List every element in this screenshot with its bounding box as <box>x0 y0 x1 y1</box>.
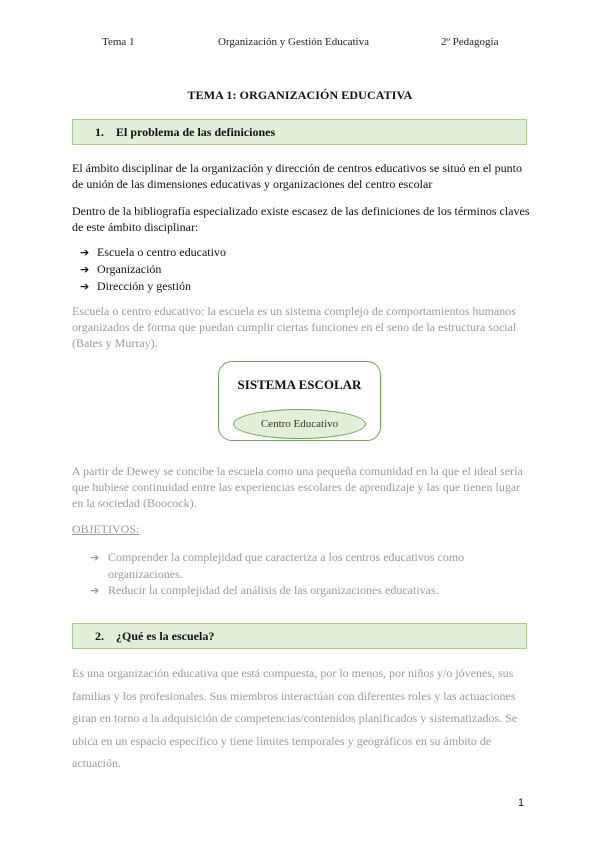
dewey-paragraph: A partir de Dewey se concibe la escuela como una pequeña comunidad en la que el ideal sería que hubiese continuidad entre las experiencias escolares de aprendizaje y las que tienen lugar en la sociedad (Boocock). <box>72 464 523 510</box>
section-1-title: El problema de las definiciones <box>116 125 276 139</box>
objectives-label: OBJETIVOS: <box>72 522 140 536</box>
header-center: Organización y Gestión Educativa <box>218 36 369 48</box>
key-terms-list <box>80 244 226 295</box>
page-number: 1 <box>518 797 525 809</box>
section-2-heading <box>72 623 527 649</box>
centro-educativo-ellipse: Centro Educativo <box>233 409 366 439</box>
sistema-escolar-label: SISTEMA ESCOLAR <box>237 377 362 392</box>
school-description: Es una organización educativa que está compuesta, por lo menos, por niños y/o jóvenes, sus familias y los profesionales. Sus miembros interactúan con diferentes roles y las actuaciones giran en torno a la adquisición de competencias/contenidos planificados y sistematizados. Se ubica en un espacio específico y tiene límites temporales y geográficos en su ámbito de actuación. <box>72 666 518 770</box>
header-left: Tema 1 <box>102 36 135 48</box>
section-1-paragraph-2: Dentro de la bibliografía especializado existe escasez de las definiciones de los términos claves de este ámbito disciplinar: <box>72 204 530 234</box>
arrow-right-icon: ➔ <box>80 246 90 259</box>
arrow-right-icon: ➔ <box>90 584 100 597</box>
arrow-right-icon: ➔ <box>80 263 90 276</box>
arrow-right-icon: ➔ <box>90 551 100 564</box>
section-2-title: ¿Qué es la escuela? <box>116 629 215 643</box>
section-1-heading <box>72 119 527 145</box>
school-system-diagram <box>218 361 381 441</box>
document-title: TEMA 1: ORGANIZACIÓN EDUCATIVA <box>187 88 413 102</box>
section-1-number: 1. <box>95 125 104 139</box>
list-item: ➔ Reducir la complejidad del análisis de las organizaciones educativas. <box>90 583 439 597</box>
list-item: ➔ Escuela o centro educativo <box>80 245 226 259</box>
list-item: ➔ Comprender la complejidad que caracteriza a los centros educativos como organizaciones. <box>90 550 465 581</box>
header-right: 2º Pedagogía <box>441 36 499 48</box>
arrow-right-icon: ➔ <box>80 280 90 293</box>
objectives-list <box>90 549 510 599</box>
school-definition: Escuela o centro educativo: la escuela es un sistema complejo de comportamientos humanos organizados de forma que puedan cumplir ciertas funciones en el seno de la estructura social (Bates y Murray). <box>72 304 517 350</box>
list-item: ➔ Dirección y gestión <box>80 279 191 293</box>
section-2-number: 2. <box>95 629 104 643</box>
section-1-paragraph-1: El ámbito disciplinar de la organización y dirección de centros educativos se situó en el punto de unión de las dimensiones educativas y organizaciones del centro escolar <box>72 161 522 191</box>
list-item: ➔ Organización <box>80 262 162 276</box>
